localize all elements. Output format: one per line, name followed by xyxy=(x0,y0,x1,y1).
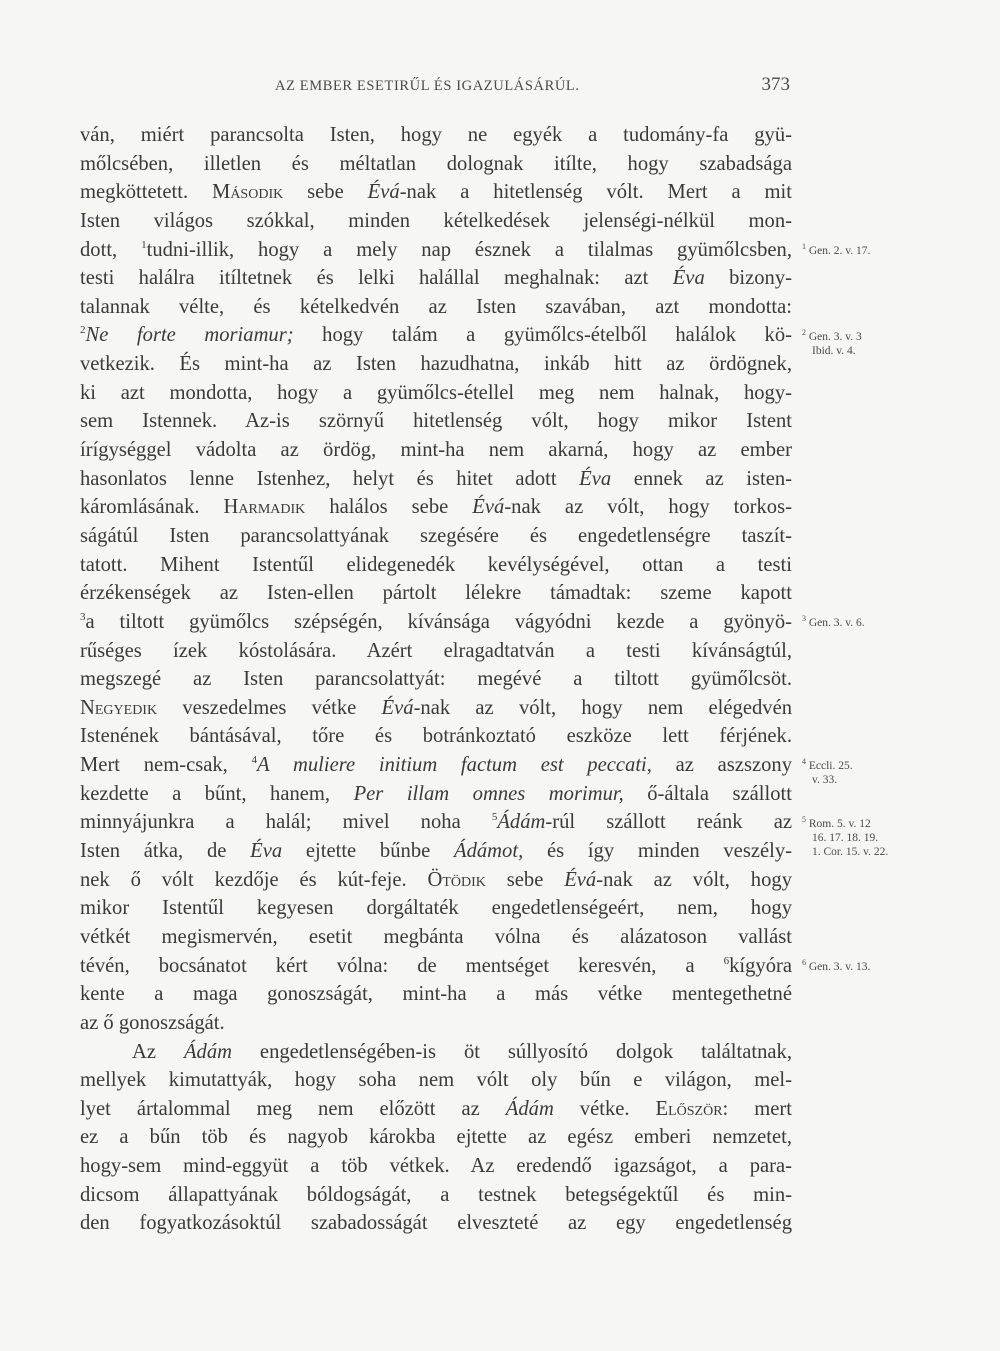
text-segment: : mert xyxy=(722,1097,792,1120)
text-line xyxy=(80,1209,792,1238)
text-segment: tatott. Mihent Istentűl elidegenedék kevélységével, ottan a testi xyxy=(80,553,792,576)
running-title: AZ EMBER ESETIRŰL ÉS IGAZULÁSÁRÚL. xyxy=(275,78,580,94)
small-caps-text: Ötödik xyxy=(427,868,486,891)
margin-note xyxy=(802,327,862,358)
small-caps-text: Harmadik xyxy=(223,496,306,519)
italic-text: Ádám xyxy=(497,811,546,834)
text-line xyxy=(80,1123,792,1152)
footnote-marker: 6 xyxy=(723,954,730,967)
margin-note xyxy=(802,960,870,974)
text-segment: rűséges ízek kóstolására. Azért elragadtatván a testi kívánságtúl, xyxy=(80,639,792,662)
italic-text: Évá xyxy=(564,868,597,891)
text-line xyxy=(80,207,792,236)
text-line xyxy=(80,293,792,322)
margin-note-number: 1 xyxy=(802,241,806,251)
footnote-marker: 1 xyxy=(141,238,147,251)
margin-note-line xyxy=(802,241,871,258)
text-line xyxy=(80,551,792,580)
text-segment: veszedelmes vétke xyxy=(157,696,382,719)
italic-text: Évá xyxy=(381,696,414,719)
text-line xyxy=(80,837,792,866)
text-line xyxy=(80,952,792,981)
text-segment: minnyájunkra a halál; mivel noha xyxy=(80,811,492,834)
text-line xyxy=(80,751,792,780)
italic-text: Évá xyxy=(367,181,400,204)
margin-note-number: 4 xyxy=(802,757,806,767)
margin-note-line xyxy=(802,759,853,773)
italic-text: Évá xyxy=(472,496,505,519)
text-line xyxy=(80,264,792,293)
margin-note xyxy=(802,616,865,630)
footnote-marker: 4 xyxy=(251,754,258,767)
text-segment: Isten világos szókkal, minden kételkedések jelenségi-nélkül mon- xyxy=(80,209,792,232)
text-segment: kezdette a bűnt, hanem, xyxy=(80,782,354,805)
margin-note-line xyxy=(802,831,888,845)
text-segment: ejtette bűnbe xyxy=(282,840,454,863)
text-line xyxy=(80,608,792,637)
margin-note-text: Eccli. 25. xyxy=(808,760,853,773)
text-segment: megszegé az Isten parancsolattyát: megévé a tiltott gyümőlcsöt. xyxy=(80,668,792,691)
italic-text: Éva xyxy=(579,467,612,490)
text-segment: Isten átka, de xyxy=(80,840,251,863)
text-segment: sebe xyxy=(283,181,368,204)
text-segment: nek ő vólt kezdője és kút-feje. xyxy=(80,868,428,891)
margin-note-line xyxy=(802,814,888,831)
text-line xyxy=(80,236,792,265)
text-segment: az aszszony xyxy=(651,754,792,777)
text-line xyxy=(80,436,792,465)
text-line xyxy=(80,522,792,551)
text-segment: sem Istennek. Az-is szörnyű hitetlenség vólt, hogy mikor Istent xyxy=(80,410,792,433)
margin-note-text: v. 33. xyxy=(812,774,838,787)
margin-note-text: Gen. 3. v. 13. xyxy=(808,960,871,973)
text-segment: dicsom állapattyának bóldogságát, a testnek betegségektűl és min- xyxy=(80,1183,792,1206)
italic-text: Éva xyxy=(250,840,283,863)
margin-note-text: 16. 17. 18. 19. xyxy=(812,831,879,844)
text-segment: vetkezik. És mint-ha az Isten hazudhatna, inkáb hitt az ördögnek, xyxy=(80,353,792,376)
text-line xyxy=(80,923,792,952)
text-line xyxy=(80,780,792,809)
text-segment: tudni-illik, hogy a mely nap észnek a tilalmas gyümőlcsben, xyxy=(146,238,792,261)
text-segment: Mert nem-csak, xyxy=(80,754,252,777)
text-segment: hogy-sem mind-eggyüt a töb vétkek. Az eredendő igazságot, a para- xyxy=(80,1155,792,1178)
italic-text: Ádám xyxy=(183,1040,232,1063)
italic-text: Ádámot, xyxy=(454,840,524,863)
text-segment: vétkét megismervén, esetit megbánta vólna és alázatoson vallást xyxy=(80,925,792,948)
footnote-marker: 2 xyxy=(80,324,86,337)
text-segment: lyet ártalommal meg nem előzött az xyxy=(80,1097,506,1120)
text-segment: ennek az isten- xyxy=(611,467,792,490)
text-segment: kente a maga gonoszságát, mint-ha a más vétke mentegethetné xyxy=(80,983,792,1006)
text-line xyxy=(80,665,792,694)
margin-note-text: Gen. 2. v. 17. xyxy=(808,244,871,257)
margin-note-line xyxy=(802,616,865,630)
text-line xyxy=(80,1095,792,1124)
margin-notes xyxy=(802,0,912,1351)
italic-text: Ádám xyxy=(505,1097,554,1120)
footnote-marker: 3 xyxy=(80,611,86,624)
text-segment: mőlcsében, illetlen és méltatlan dolognak itílte, hogy szabadsága xyxy=(80,152,792,175)
text-segment: -nak az vólt, hogy torkos- xyxy=(504,496,792,519)
text-segment: dott, xyxy=(80,238,142,261)
text-line xyxy=(80,722,792,751)
text-line xyxy=(80,1152,792,1181)
margin-note-text: 1. Cor. 15. v. 22. xyxy=(812,845,889,858)
text-segment: vétke. xyxy=(553,1097,656,1120)
margin-note-text: Gen. 3. v. 6. xyxy=(808,617,865,630)
text-segment: írígységgel vádolta az ördög, mint-ha nem akarná, hogy az ember xyxy=(80,439,792,462)
text-segment: Az xyxy=(132,1040,184,1063)
text-line xyxy=(80,579,792,608)
text-line xyxy=(80,121,792,150)
text-line xyxy=(80,493,792,522)
text-segment: mellyek kimutattyák, hogy soha nem vólt oly bűn e világon, mel- xyxy=(80,1069,792,1092)
text-segment: az ő gonoszságát. xyxy=(80,1011,225,1034)
margin-note-text: Rom. 5. v. 12 xyxy=(808,817,871,830)
text-segment: megköttetett. xyxy=(80,181,213,204)
margin-note xyxy=(802,241,871,258)
text-segment: sebe xyxy=(485,868,565,891)
text-line xyxy=(80,1066,792,1095)
margin-note-number: 2 xyxy=(802,327,806,337)
margin-note-number: 5 xyxy=(802,814,806,824)
text-segment: érzékenségek az Isten-ellen pártolt lélekre támadtak: szeme kapott xyxy=(80,582,792,605)
text-segment: ságátúl Isten parancsolattyának szegésére és engedetlenségre taszít- xyxy=(80,524,792,547)
text-line xyxy=(80,808,792,837)
italic-text: Per illam omnes morimur, xyxy=(353,782,624,805)
margin-note-number: 3 xyxy=(802,614,806,624)
text-line xyxy=(80,350,792,379)
text-line xyxy=(80,1009,792,1038)
text-segment: ván, miért parancsolta Isten, hogy ne egyék a tudomány-fa gyü- xyxy=(80,124,792,146)
margin-note-line xyxy=(802,327,862,344)
text-line xyxy=(80,637,792,666)
footnote-marker: 5 xyxy=(491,811,498,824)
text-segment: halálos sebe xyxy=(305,496,473,519)
margin-note-line xyxy=(802,344,862,358)
text-segment: -rúl szállott reánk az xyxy=(545,811,793,834)
text-line xyxy=(80,465,792,494)
margin-note-text: Ibid. v. 4. xyxy=(812,344,856,357)
text-line xyxy=(80,866,792,895)
text-segment: mikor Istentűl kegyesen dorgáltaték engedetlenségeért, nem, hogy xyxy=(80,897,792,920)
small-caps-text: Második xyxy=(212,181,284,204)
italic-text: Éva xyxy=(672,267,705,290)
text-segment: hasonlatos lenne Istenhez, helyt és hitet adott xyxy=(80,467,580,490)
italic-text: Ne forte moriamur; xyxy=(85,324,294,347)
margin-note-text: Gen. 3. v. 3 xyxy=(808,330,862,343)
text-segment: engedetlenségében-is öt súllyosító dolgok találtatnak, xyxy=(232,1040,792,1063)
margin-note-line xyxy=(802,960,870,974)
text-line xyxy=(80,321,792,350)
text-line xyxy=(80,980,792,1009)
small-caps-text: Először xyxy=(655,1097,723,1120)
text-line xyxy=(80,1038,792,1067)
small-caps-text: Negyedik xyxy=(80,696,158,719)
text-segment: -nak az vólt, hogy nem elégedvén xyxy=(413,696,793,719)
text-segment: bizony- xyxy=(704,267,792,290)
text-segment: testi halálra itíltetnek és lelki halállal meghalnak: azt xyxy=(80,267,673,290)
text-segment: tévén, bocsánatot kért vólna: de mentséget keresvén, a xyxy=(80,954,724,977)
running-header xyxy=(80,74,792,102)
text-line xyxy=(80,407,792,436)
text-segment: és így minden veszély- xyxy=(523,840,792,863)
body-text xyxy=(80,121,792,1238)
text-line xyxy=(80,694,792,723)
text-line xyxy=(80,150,792,179)
margin-note-number: 6 xyxy=(802,958,806,968)
text-line xyxy=(80,178,792,207)
italic-text: A muliere initium factum est peccati, xyxy=(257,754,652,777)
margin-note xyxy=(802,759,853,787)
text-segment: hogy talám a gyümőlcs-ételből halálok kö- xyxy=(293,324,792,347)
text-segment: ő-általa szállott xyxy=(623,782,792,805)
text-line xyxy=(80,379,792,408)
text-line xyxy=(80,1181,792,1210)
text-line xyxy=(80,894,792,923)
text-segment: den fogyatkozásoktúl szabadosságát elveszteté az egy engedetlenség xyxy=(80,1212,792,1235)
margin-note-line xyxy=(802,845,888,859)
text-segment: kígyóra xyxy=(729,954,792,977)
margin-note xyxy=(802,814,889,859)
page-number: 373 xyxy=(761,74,790,95)
text-segment: ki azt mondotta, hogy a gyümőlcs-étellel meg nem halnak, hogy- xyxy=(80,381,792,404)
margin-note-line xyxy=(802,773,853,787)
text-segment: Istenének bántásával, tőre és botránkoztató eszköze lett férjének. xyxy=(80,725,792,748)
text-segment: -nak a hitetlenség vólt. Mert a mit xyxy=(399,181,793,204)
text-segment: talannak vélte, és kételkedvén az Isten szavában, azt mondotta: xyxy=(80,295,792,318)
text-segment: -nak az vólt, hogy xyxy=(596,868,792,891)
text-segment: káromlásának. xyxy=(80,496,224,519)
text-segment: ez a bűn töb és nagyob károkba ejtette az egész emberi nemzetet, xyxy=(80,1126,792,1149)
text-segment: a tiltott gyümőlcs szépségén, kívánsága vágyódni kezde a gyönyö- xyxy=(85,610,792,633)
